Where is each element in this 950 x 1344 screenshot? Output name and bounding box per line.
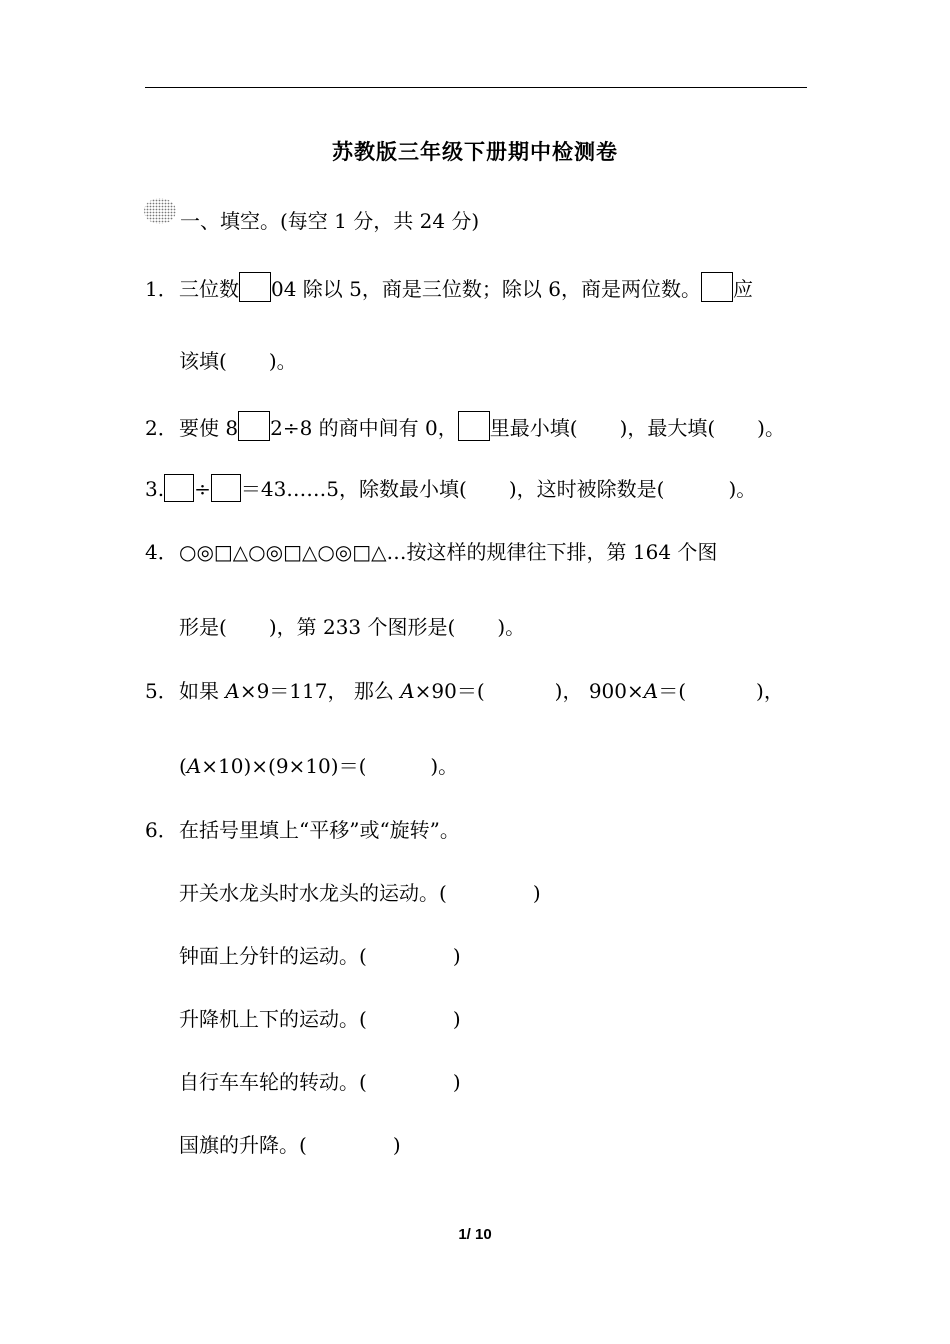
blank-box[interactable] — [238, 411, 270, 441]
question-6-prompt: 6．在括号里填上“平移”或“旋转”。 — [145, 818, 460, 842]
question-number: 2． — [145, 416, 178, 440]
page-title: 苏教版三年级下册期中检测卷 — [332, 139, 618, 164]
question-3: 3. ÷ ＝43……5，除数最小填( )，这时被除数是( )。 — [145, 474, 756, 503]
question-6-item: 国旗的升降。( ) — [179, 1133, 401, 1157]
variable-a: A — [186, 754, 202, 778]
question-6-item: 开关水龙头时水龙头的运动。( ) — [179, 881, 541, 905]
question-1-line-2: 该填( )。 — [179, 349, 297, 373]
variable-a: A — [643, 679, 659, 703]
question-number: 3. — [145, 477, 165, 501]
question-number: 6． — [145, 818, 178, 842]
variable-a: A — [400, 679, 415, 703]
section-heading: 一、填空。(每空 1 分，共 24 分) — [180, 209, 480, 233]
blank-box[interactable] — [458, 411, 490, 441]
question-number: 4． — [145, 540, 178, 564]
question-number: 1． — [145, 277, 178, 301]
blank-box[interactable] — [239, 272, 271, 302]
blank-box[interactable] — [701, 272, 733, 302]
question-4-line-1: 4．○◎□△○◎□△○◎□△…按这样的规律往下排，第 164 个图 — [145, 540, 718, 564]
question-4-line-2: 形是( )，第 233 个图形是( )。 — [179, 615, 526, 639]
blank-box[interactable] — [164, 474, 194, 502]
question-6-item: 自行车车轮的转动。( ) — [179, 1070, 461, 1094]
question-6-item: 升降机上下的运动。( ) — [179, 1007, 461, 1031]
section-badge-icon — [143, 196, 179, 226]
header-rule — [145, 87, 807, 88]
variable-a: A — [225, 679, 240, 703]
question-number: 5． — [145, 679, 178, 703]
question-5-line-1: 5．如果 A×9＝117， 那么 A×90＝( )， 900×A＝( )， — [145, 679, 784, 703]
question-2: 2．要使 8 2÷8 的商中间有 0， 里最小填( )，最大填( )。 — [145, 411, 785, 442]
question-1-line-1: 1．三位数 04 除以 5，商是三位数；除以 6，商是两位数。 应 — [145, 272, 753, 303]
page-number: 1/ 10 — [458, 1226, 492, 1243]
blank-box[interactable] — [211, 474, 241, 502]
question-5-line-2: (A×10)×(9×10)＝( )。 — [179, 754, 459, 778]
question-6-item: 钟面上分针的运动。( ) — [179, 944, 461, 968]
